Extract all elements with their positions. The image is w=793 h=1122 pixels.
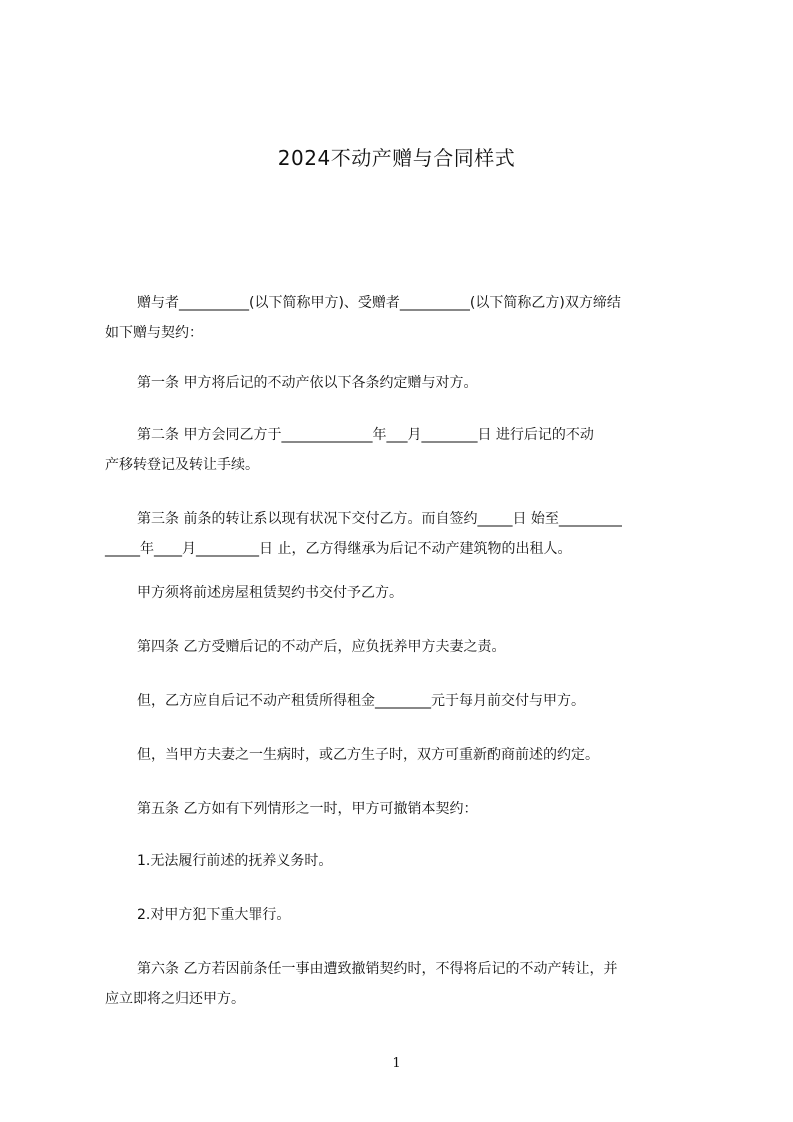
paragraph-article-4 — [105, 632, 705, 662]
page-number: 1 — [392, 1056, 401, 1071]
paragraph-article-1 — [105, 368, 705, 398]
document-title: 2024不动产赠与合同样式 — [277, 146, 516, 170]
list-item-2 — [105, 900, 705, 930]
paragraph-line: 但，当甲方夫妻之一生病时，或乙方生子时，双方可重新酌商前述的约定。 — [137, 747, 599, 763]
paragraph-lease-docs — [105, 578, 705, 608]
paragraph-parties — [105, 288, 705, 348]
paragraph-line: 第五条 乙方如有下列情形之一时，甲方可撤销本契约： — [137, 801, 478, 817]
paragraph-article-5 — [105, 794, 705, 824]
paragraph-line: 产移转登记及转让手续。 — [105, 457, 259, 473]
paragraph-line: 2.对甲方犯下重大罪行。 — [137, 907, 291, 923]
paragraph-article-2 — [105, 420, 705, 480]
paragraph-line: 甲方须将前述房屋租赁契约书交付予乙方。 — [137, 585, 403, 601]
paragraph-article-3 — [105, 504, 705, 564]
paragraph-renegotiation — [105, 740, 705, 770]
paragraph-line: 第四条 乙方受赠后记的不动产后，应负抚养甲方夫妻之责。 — [137, 639, 506, 655]
paragraph-line: 第一条 甲方将后记的不动产依以下各条约定赠与对方。 — [137, 375, 478, 391]
paragraph-line: 赠与者__________(以下简称甲方)、受赠者__________(以下简称乙方)双方缔结 — [137, 295, 621, 311]
paragraph-line: _____年____月_________日 止，乙方得继承为后记不动产建筑物的出租人。 — [105, 541, 572, 557]
paragraph-article-6 — [105, 954, 705, 1014]
paragraph-line: 应立即将之归还甲方。 — [105, 991, 245, 1007]
paragraph-line: 但，乙方应自后记不动产租赁所得租金________元于每月前交付与甲方。 — [137, 693, 585, 709]
paragraph-line: 第六条 乙方若因前条任一事由遭致撤销契约时，不得将后记的不动产转让，并 — [137, 961, 618, 977]
paragraph-line: 第二条 甲方会同乙方于_____________年___月________日 进行后记的不动 — [137, 427, 594, 443]
paragraph-line: 如下赠与契约： — [105, 325, 203, 341]
paragraph-line: 第三条 前条的转让系以现有状况下交付乙方。而自签约_____日 始至_________ — [137, 511, 622, 527]
paragraph-line: 1.无法履行前述的抚养义务时。 — [137, 853, 333, 869]
paragraph-rent — [105, 686, 705, 716]
list-item-1 — [105, 846, 705, 876]
